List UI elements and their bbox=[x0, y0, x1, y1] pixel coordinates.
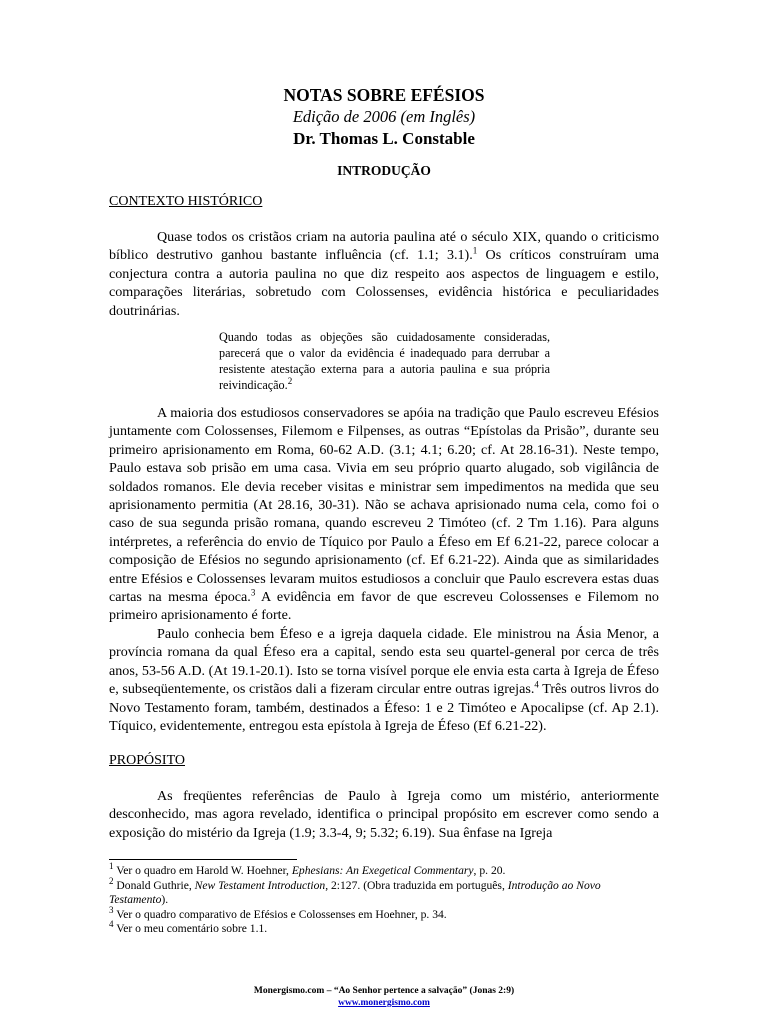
footnote-ref-4: 4 bbox=[534, 679, 539, 690]
footnote-3-number: 3 bbox=[109, 904, 114, 915]
footnote-3 bbox=[109, 904, 659, 923]
footnote-ref-3: 3 bbox=[250, 587, 256, 598]
footnote-1-number: 1 bbox=[109, 861, 114, 872]
section-heading-proposito: PROPÓSITO bbox=[109, 753, 185, 768]
author-name: Dr. Thomas L. Constable bbox=[293, 129, 475, 148]
footnote-2-text-a: Donald Guthrie, bbox=[113, 878, 195, 892]
introduction-heading: INTRODUÇÃO bbox=[337, 163, 431, 178]
footnote-2-text-c: ). bbox=[161, 893, 169, 907]
paragraph-3 bbox=[109, 625, 659, 735]
page-footer bbox=[0, 985, 768, 1009]
paragraph-2-text-b: A evidência em favor de que escreveu Colossenses e Filemom no primeiro aprisionamento é forte. bbox=[109, 589, 659, 624]
footnotes bbox=[109, 861, 659, 937]
footnote-1-text-a: Ver o quadro em Harold W. Hoehner, bbox=[113, 864, 292, 877]
title-block bbox=[0, 84, 768, 150]
footer-motto: Monergismo.com – “Ao Senhor pertence a salvação” (Jonas 2:9) bbox=[253, 986, 515, 996]
footnote-3-text: Ver o quadro comparativo de Efésios e Colossenses em Hoehner, p. 34. bbox=[113, 907, 447, 921]
block-quote bbox=[219, 329, 550, 393]
document-title: NOTAS SOBRE EFÉSIOS bbox=[283, 85, 485, 105]
paragraph-proposito bbox=[109, 787, 659, 842]
section-heading-contexto: CONTEXTO HISTÓRICO bbox=[109, 194, 263, 209]
footnote-4-text: Ver o meu comentário sobre 1.1. bbox=[113, 922, 268, 936]
footnote-ref-1: 1 bbox=[472, 245, 478, 256]
paragraph-1 bbox=[109, 228, 659, 320]
footnote-2-book-title-pt: Introdução ao Novo Testamento bbox=[109, 878, 601, 907]
paragraph-proposito-text: As freqüentes referências de Paulo à Igreja como um mistério, anteriormente desconhecido, mas agora revelado, identifica o principal propósito em escrever como sendo a exposição do mistério da Igreja (1.9; 3.3-4, 9; 5.32; 6.19). Sua ênfase na Igreja bbox=[109, 788, 659, 841]
footnote-1-text-b: , p. 20. bbox=[473, 864, 506, 877]
paragraph-2-text-a: A maioria dos estudiosos conservadores se apóia na tradição que Paulo escreveu Efésios juntamente com Colossenses, Filemom e Filpenses, as outras “Epístolas da Prisão”, durante seu primeiro aprisionamento em Roma, 60-62 A.D. (3.1; 4.1; 6.20; cf. At 28.16-31). Neste tempo, Paulo estava sob prisão em uma casa. Vivia em seu próprio quarto alugado, sob vigilância de soldados romanos. Ele devia receber visitas e ministrar sem impedimentos na medida que seu aprisionamento permitia (At 28.16, 30-31). Não se achava aprisionado numa cela, como foi o caso de sua segunda prisão romana, quando escreveu 2 Timóteo (cf. 2 Tm 1.16). Para alguns intérpretes, a referência do envio de Tíquico por Paulo a Éfeso em Ef 6.21-22, parece colocar a composição de Efésios no segundo aprisionamento (cf. Ef 6.21-22). Ainda que as similaridades entre Efésios e Colossenses levaram muitos estudiosos a concluir que Paulo escrevera estas duas cartas na mesma época. bbox=[109, 405, 659, 606]
edition-subtitle: Edição de 2006 (em Inglês) bbox=[292, 107, 476, 126]
paragraph-1-text-b: Os críticos construíram uma conjectura contra a autoria paulina no que diz respeito aos aspectos de linguagem e estilo, comparações literárias, sobretudo com Colossenses, evidência histórica e peculiaridades doutrinárias. bbox=[109, 247, 659, 319]
footnote-ref-2: 2 bbox=[287, 375, 293, 386]
footnote-1 bbox=[109, 861, 659, 879]
footnote-divider bbox=[109, 859, 297, 860]
footnote-2-text-b: , 2:127. (Obra traduzida em português, bbox=[325, 878, 508, 892]
footer-link[interactable]: www.monergismo.com bbox=[338, 998, 430, 1008]
paragraph-1-text-a: Quase todos os cristãos criam na autoria paulina até o século XIX, quando o criticismo bíblico destrutivo ganhou bastante influência (cf. 1.1; 3.1). bbox=[109, 229, 659, 264]
paragraph-3-text-b: Três outros livros do Novo Testamento foram, também, destinados a Éfeso: 1 e 2 Timóteo e Apocalipse (cf. Ap 2.1). Tíquico, evidentemente, entregou esta epístola à Igreja de Éfeso (Ef 6.21-22). bbox=[109, 681, 659, 734]
footnote-4-number: 4 bbox=[109, 919, 114, 930]
footnote-2-book-title: New Testament Introduction bbox=[194, 878, 326, 892]
paragraph-2 bbox=[109, 404, 659, 735]
block-quote-text: Quando todas as objeções são cuidadosamente consideradas, parecerá que o valor da evidência é inadequado para derrubar a resistente atestação externa para a autoria paulina e sua própria reivindicação. bbox=[219, 330, 550, 392]
footnote-2 bbox=[109, 875, 659, 908]
footnote-4 bbox=[109, 919, 659, 937]
footnote-2-number: 2 bbox=[109, 875, 114, 886]
footnote-1-book-title: Ephesians: An Exegetical Commentary bbox=[291, 864, 474, 877]
paragraph-3-text-a: Paulo conhecia bem Éfeso e a igreja daquela cidade. Ele ministrou na Ásia Menor, a província romana da qual Éfeso era a capital, sendo esta seu quartel-general por cerca de três anos, 53-56 A.D. (At 19.1-20.1). Isto se torna visível porque ele envia esta carta à Igreja de Éfeso e, subseqüentemente, os cristãos dali a fizeram circular entre outras igrejas. bbox=[109, 625, 659, 698]
